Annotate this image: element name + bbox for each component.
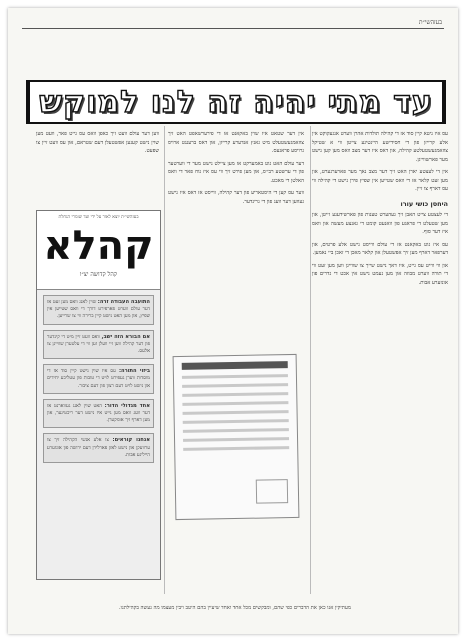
clipping-line <box>183 428 289 433</box>
paragraph: אין דער שטאט איז שוין באקאנט אז די פירערשאפט האט זיך צוזאמגעשטעלט מיט גאנץ אנדערע קרייזן, און דאס ברענגט ארויס גרויסע פראגעס. <box>168 131 304 154</box>
paragraph: און ווי ווייט עס גייט, איז דאך נישט שייך צו שווייגן ווען מען זעט ווי די תורה ווערט מבוזה און מען נעמט נישט אין אכט די גדרים פון אונזערע אבות. <box>312 262 448 286</box>
headline-banner <box>26 80 446 124</box>
clipping-line <box>183 410 289 415</box>
sidebar-item <box>43 364 154 394</box>
sidebar-item-text: האט שוין לאנג געווארנט אז דער וועג וואס מען גייט איז נישט דער ריכטיגער, און מען דארף זיך אומקערן. <box>47 403 150 424</box>
sidebar-item-title: אנחנו קוראים: <box>112 437 150 444</box>
paragraph: דער עולם האט גוט באמערקט אז מען ציילט נישט מער די ווערטער פון די ערשטע רבי׳ס, און מען פירט זיך ווי עס איז נוח פאר די וואס האלטן די מאכט. <box>168 160 304 184</box>
sidebar-item-title: אם הבורא הזה ישב, <box>101 333 150 340</box>
sidebar-item-text: צו אלע אנשי הקהילה זיך צו ערוועקן און נישט לאזן פארלירן דעם ירושה פון אונזערע הייליגע אבות. <box>47 438 150 458</box>
article-column-middle <box>168 130 304 350</box>
clipping-stamp <box>256 479 288 504</box>
header-rule <box>22 28 444 29</box>
sidebar-logo: קהלא <box>43 223 154 269</box>
column-divider <box>164 126 165 594</box>
headline-title: עד מתי יהיה זה לנו למוקש <box>39 84 433 120</box>
paragraph: ווער עס קען די היסטאריע פון דער קהילה, ווייסט אז דאס איז נישט געווען דער וועג פון די גרינדער. <box>168 190 304 205</box>
sidebar-subtitle: קהל קדושה יצ״ו <box>79 271 118 278</box>
clipping-title <box>182 361 288 370</box>
sidebar-item-text: שוין לאנג וואס מען זעט אז דער עולם ווערט פארפירט דורך די וואס שטייען אין שפיץ, און מען האט נישט קיין ברירה ווי צו שרייען. <box>47 300 150 320</box>
subheading: היחסן כושי עורו <box>400 199 448 208</box>
clipping-line <box>182 374 288 379</box>
sidebar-box <box>36 210 161 580</box>
sidebar-item <box>43 295 154 325</box>
sidebar-item-title: אחד מגדולי הדור: <box>104 402 150 409</box>
sidebar-item <box>43 399 154 429</box>
embedded-clipping <box>173 354 300 520</box>
sidebar-item-text: וואס וועט זיין מיט די קינדער פון דער קהילה ווען זיי וועלן זען ווי די עלטערן שווייגן צו אלעס. <box>47 334 150 355</box>
sidebar-item <box>43 433 154 463</box>
clipping-line <box>183 446 289 451</box>
article-column-left <box>36 130 159 204</box>
clipping-line <box>182 392 288 397</box>
clipping-line <box>183 419 289 424</box>
newspaper-page <box>8 8 458 634</box>
footer-note: מעתיקין אנו כאן את הדברים כפי שהם, ומבקשים מכל אחד ואחד שיעיין בהם היטב ויבין מעצמו מה נעשה בקהילתנו. <box>119 605 351 611</box>
sidebar-item-title: התועבה העבודה זרה: <box>97 299 150 305</box>
clipping-line <box>182 401 288 406</box>
clipping-line <box>183 437 289 442</box>
paragraph: די לעצטע צייט האבן זיך געהערט טענות פון פארשידענע זייטן, און מען שטעלט די פראגע פון וואנעט קומט די גאנצע מעשה און וואס איז דער סוף. <box>312 212 448 235</box>
sidebar-tagline: בעזהשי״ת יוצא לאור על ידי ועד שומרי הגחלת <box>58 215 139 220</box>
paragraph: אין די לעצטע יארן האט זיך דער מצב נאך מער פארערגערט, און מען זעט קלאר אז די וואס שטייען אין שפיץ פירן נישט די קהילה ווי עס דארף צו זיין. <box>312 169 448 192</box>
section-label: בעזהשי״ת <box>418 19 442 26</box>
article-column-right <box>312 130 448 600</box>
column-divider <box>310 126 311 594</box>
paragraph: עס איז ניטא קיין סוד אז די קהילה תולדות אהרן ווערט אנגעקוקט אין אלע קרייזן פון די חסידישע היינטיגע צייטן ווי א שטיקל צוזאמגעשטעלטע קהילה, און דאס איז דער מצב וואס מען קען נישט מער פארשווייגן. <box>312 131 448 163</box>
sidebar-item-title: ביזוי התורה: <box>118 368 150 375</box>
sidebar-item <box>43 330 154 360</box>
clipping-line <box>182 383 288 388</box>
paragraph: עס איז גוט באקאנט אז די עולם ווייסט נישט אלע פרטים, און דערפאר דארף מען זיך אפשטעלן און קלאר מאכן די זאכן ביי נאמען. <box>312 241 448 256</box>
sidebar-item-text: עס איז שוין נישט קיין סוד אז די מוסדות ווערן געפירט לויט די טובות פון עטליכע יחידים און נישט לויט דעם רצון פון דעם ציבור. <box>47 369 150 389</box>
paragraph: ווען דער עולם וועט זיך כאפן וואס עס גייט פאר, וועט מען שוין נישט קענען אפשטעלן דעם שטראם, און עס וועט זיין צו שפעט. <box>36 131 159 154</box>
sidebar-masthead <box>37 211 160 290</box>
